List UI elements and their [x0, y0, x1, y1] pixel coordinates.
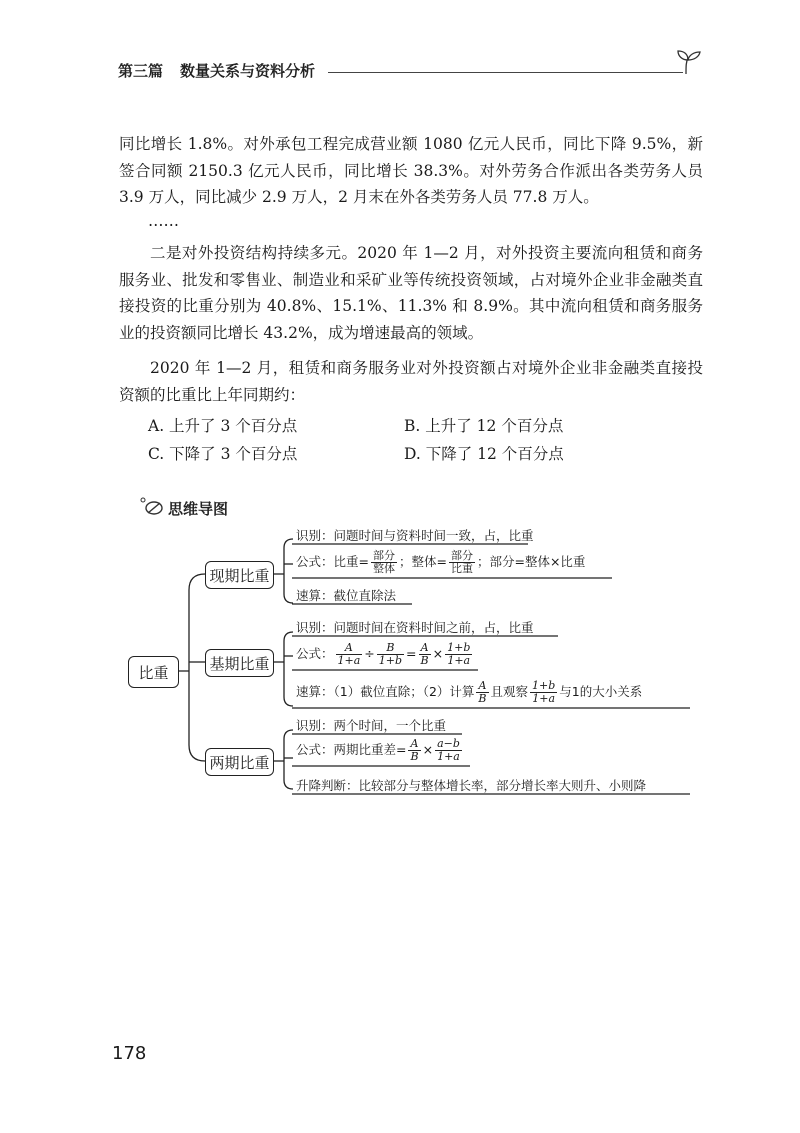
operator: ÷: [364, 646, 375, 661]
current-formula-pre: 公式：比重=: [296, 554, 369, 569]
page-number: 178: [112, 1043, 147, 1064]
question-stem: 2020 年 1—2 月，租赁和商务服务业对外投资额占对境外企业非金融类直接投资额的比重比上年同期约：: [119, 359, 703, 404]
header-title: 数量关系与资料分析: [180, 62, 316, 80]
base-formula: [296, 642, 474, 667]
current-identify: 识别：问题时间与资料时间一致，占，比重: [296, 528, 534, 543]
fraction: $\frac{a-b}{1+a}$: [437, 737, 460, 763]
mindmap-node-two: 两期比重: [205, 748, 274, 776]
mindmap-root-node: 比重: [128, 656, 179, 688]
mindmap-title: 思维导图: [168, 500, 229, 518]
passage-paragraph-2: 二是对外投资结构持续多元。2020 年 1—2 月，对外投资主要流向租赁和商务服务业、批发和零售业、制造业和采矿业等传统投资领域，占对境外企业非金融类直接投资的比重分别为 40.8%、15.1%、11.3% 和 8.9%。其中流向租赁和商务服务业的投资额同比增长 43.2%，成为增速最高的领域。: [119, 244, 703, 342]
current-formula-mid: ；整体=: [398, 554, 447, 569]
mindmap-node-current: 现期比重: [205, 561, 274, 589]
two-formula: [296, 738, 464, 763]
base-speed-pre: 速算：（1）截位直除；（2）计算: [296, 684, 475, 699]
base-formula-pre: 公式：: [296, 646, 334, 661]
header-part: 第三篇: [118, 62, 164, 80]
operator: ×: [422, 742, 434, 757]
fraction: $\frac{1+b}{1+a}$: [447, 641, 471, 667]
base-speed-mid: 且观察: [490, 684, 529, 699]
fraction: $\frac{\text{部分}}{\text{整体}}$: [372, 549, 395, 575]
operator: =: [406, 646, 417, 661]
option-a[interactable]: A. 上升了 3 个百分点: [148, 417, 298, 435]
two-formula-pre: 公式：两期比重差=: [296, 742, 407, 757]
passage-ellipsis: ……: [148, 212, 179, 230]
base-speed: [296, 680, 642, 705]
current-formula: [296, 550, 585, 575]
operator: ×: [432, 646, 444, 661]
fraction: $\frac{A}{1+a}$: [337, 641, 361, 667]
current-formula-post: ；部分=整体×比重: [476, 554, 586, 569]
current-speed: 速算：截位直除法: [296, 588, 397, 603]
mindmap-node-base: 基期比重: [205, 649, 274, 677]
fraction: $\frac{1+b}{1+a}$: [532, 679, 556, 705]
option-b[interactable]: B. 上升了 12 个百分点: [404, 417, 564, 435]
fraction: $\frac{\text{部分}}{\text{比重}}$: [450, 549, 473, 575]
option-d[interactable]: D. 下降了 12 个百分点: [404, 445, 564, 463]
two-identify: 识别：两个时间，一个比重: [296, 718, 447, 733]
fraction: $\frac{B}{1+b}$: [378, 641, 403, 667]
fraction: $\frac{A}{B}$: [420, 641, 429, 667]
base-identify: 识别：问题时间在资料时间之前，占，比重: [296, 620, 534, 635]
option-c[interactable]: C. 下降了 3 个百分点: [148, 445, 298, 463]
fraction: $\frac{A}{B}$: [478, 679, 487, 705]
passage-paragraph-1: 同比增长 1.8%。对外承包工程完成营业额 1080 亿元人民币，同比下降 9.5%，新签合同额 2150.3 亿元人民币，同比增长 38.3%。对外劳务合作派出各类劳务人员 3.9 万人，同比减少 2.9 万人，2 月末在外各类劳务人员 77.8 万人。: [119, 135, 703, 206]
two-judge: 升降判断：比较部分与整体增长率，部分增长率大则升、小则降: [296, 778, 647, 793]
base-speed-post: 与1的大小关系: [559, 684, 643, 699]
fraction: $\frac{A}{B}$: [410, 737, 419, 763]
